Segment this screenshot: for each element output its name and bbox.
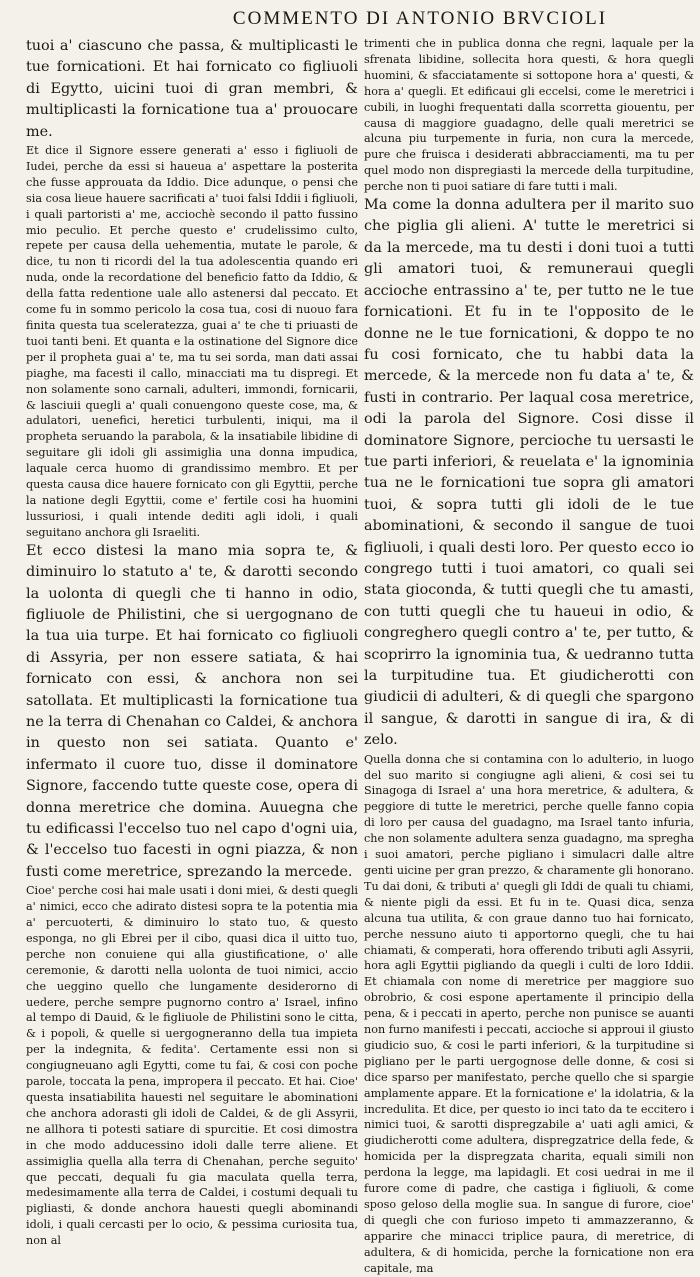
right-paragraph-3: Quella donna che si contamina con lo adulterio, in luogo del suo marito si congiugne agli alieni, & cosi sei tu Sinagoga di Israel a' una hora meretrice, & adultera, & peggiore di tutte le meretrici, perche quelle fanno copia di loro per causa del guadagno, ma Israel tanto infuria, che non solamente adultera senza guadagno, ma spregha i suoi amatori, perche pigliano i simulacri dalle altre genti uicine per gran prezzo, & charamente gli honorano. Tu dai doni, & tributi a' quegli gli Iddi de quali tu chiami, & niente pigli da essi. Et fu in te. Quasi dica, senza alcuna tua utilita, & con graue danno tuo hai fornicato, perche nessuno aiuto ti apportorno quegli, che tu hai chiamati, & comperati, hora offerendo tributi agli Assyrii, hora agli Egyttii pigliando da quegli i culti de loro Iddii. Et chiamala con nome di meretrice per maggiore suo obrobrio, & cosi espone apertamente il principio della pena, & i peccati in aperto, perche non punisce se auanti non furno manifesti i peccati, accioche si approui il giusto giudicio suo, & cosi le parti inferiori, & la turpitudine si pigliano per le parti uergognose delle donne, & cosi si dice sparso per manifestato, perche quello che si spargie amplamente appare. Et la fornicatione e' la idolatria, & la incredulita. Et dice, per questo io inci tato da te eccitero i nimici tuoi, & sarotti dispregzabile a' uati agli amici, & giudicherotti come adultera, dispregzatrice della fede, & homicida per la dispregzata charita, equali simili non perdona la legge, ma lapidagli. Et cosi uedrai in me il furore come di padre, che castiga i figliuoli, & come sposo geloso della moglie sua. In sangue di furore, cioe' di quegli che con furioso impeto ti ammazzeranno, & apparire che minacci triplice paura, di meretrice, di adultera, & di homicida, perche la fornicatione non era capitale, ma	[364, 752, 694, 1275]
left-paragraph-1: tuoi a' ciascuno che passa, & multiplicasti le tue fornicationi. Et hai fornicato co figliuoli di Egytto, uicini tuoi di gran membri, & multiplicasti la fornicatione tua a' prouocare me.	[26, 38, 358, 140]
right-paragraph-1: trimenti che in publica donna che regni, laquale per la sfrenata libidine, sollecita hora questi, & hora quegli huomini, & sfacciatamente si sottopone hora a' questi, & hora a' quegli. Et edificaui gli eccelsi, come le meretrici i cubili, in luoghi frequentati dalla scorretta giouentu, per causa di maggiore guadagno, delle quali meretrici se alcuna piu turpemente in furia, non cura la mercede, pure che fruisca i desiderati abbracciamenti, ma tu per quel modo non dispregiasti la mercede della turpitudine, perche non ti puoi satiare di fare tutti i mali.	[364, 37, 694, 194]
left-paragraph-2: Et dice il Signore essere generati a' esso i figliuoli de Iudei, perche da essi si haueua a' aspettare la posterita che fusse approuata da Iddio. Dice adunque, o pensi che sia cosa lieue hauere sacrificati a' tuoi falsi Iddii i figliuoli, i quali partoristi a' me, acciochè secondo il patto fussino mio peculio. Et perche questo e' crudelissimo culto, repete per causa della uehementia, mutate le parole, & dice, tu non ti ricordi del la tua adolescentia quando eri nuda, onde la recordatione del beneficio fatto da Iddio, & della fatta redentione uale allo astenersi dal peccato. Et come fu in sommo pericolo la cosa tua, cosi di nuouo fara finita questa tua sceleratezza, guai a' te che ti priuasti de tuoi tanti beni. Et quanta e la ostinatione del Signore dice per il propheta guai a' te, ma tu sei sorda, man dati assai piaghe, ma facesti il callo, minacciati ma tu dispregi. Et non solamente sono carnali, adulteri, immondi, fornicarii, & lasciuii quegli a' quali conuengono queste cose, ma, & adulatori, uenefici, heretici turbulenti, iniqui, ma il propheta seruando la parabola, & la insatiabile libidine di seguitare gli idoli gli assimiglia una donna impudica, laquale cerca huomo di grandissimo membro. Et per questa causa dice hauere fornicato con gli Egyttii, perche la natione degli Egyttii, come e' fertile cosi ha huomini lussuriosi, i quali intende dediti agli idoli, i quali seguitano anchora gli Israeliti.	[26, 144, 358, 539]
left-paragraph-4: Cioe' perche cosi hai male usati i doni miei, & desti quegli a' nimici, ecco che adirato distesi sopra te la potentia mia a' percuoterti, & diminuiro lo stato tuo, & questo esponga, no gli Ebrei per il cibo, quasi dica il uitto tuo, perche non conuiene qui alla giustificatione, o' alle ceremonie, & darotti nella uolonta de tuoi nimici, accio che ueggino quello che lungamente desiderorno di uedere, perche sempre pugnorno contro a' Israel, infino al tempo di Dauid, & le figliuole de Philistini sono le citta, & i popoli, & quelle si uergogneranno della tua impieta per la indegnita, & fedita'. Certamente essi non si congiugneuano agli Egytti, come tu fai, & cosi con poche parole, toccata la pena, impropera il peccato. Et hai. Cioe' questa insatiabilita hauesti nel seguitare le abominationi che anchora adorasti gli idoli de Caldei, & de gli Assyrii, ne allhora ti potesti satiare di spurcitie. Et cosi dimostra in che modo adducessino idoli dalle terre aliene. Et assimiglia quella alla terra di Chenahan, perche seguito' que peccati, dequali fu gia maculata quella terra, medesimamente alla terra de Caldei, i costumi dequali tu pigliasti, & donde anchora hauesti quegli abominandi idoli, i quali cercasti per lo ocio, & pessima curiosita tua, non al	[26, 884, 358, 1248]
right-paragraph-2: Ma come la donna adultera per il marito suo che piglia gli alieni. A' tutte le meretrici si da la mercede, ma tu desti i doni tuoi a tutti gli amatori tuoi, & remuneraui quegli accioche entrassino a' te, per tutto ne le tue fornicationi. Et fu in te l'opposito de le donne ne le tue fornicationi, & doppo te no fu cosi fornicato, che tu habbi data la mercede, & la mercede non fu data a' te, & fusti in contrario. Per laqual cosa meretrice, odi la parola del Signore. Cosi disse il dominatore Signore, percioche tu uersasti le tue parti inferiori, & reuelata e' la ignominia tua ne le fornicationi tue sopra gli amatori tuoi, & sopra tutti gli idoli de le tue abominationi, & secondo il sangue de tuoi figliuoli, i quali desti loro. Per questo ecco io congrego tutti i tuoi amatori, co quali sei stata gioconda, & tutti quegli che tu amasti, con tutti quegli che tu haueui in odio, & congreghero quegli contro a' te, per tutto, & scoprirro la ignominia tua, & uedranno tutta la turpitudine tua. Et giudicherotti con giudicii di adulteri, & di quegli che spargono il sangue, & darotti in sangue di ira, & di zelo.	[364, 197, 694, 749]
running-head: COMMENTO DI ANTONIO BRVCIOLI	[232, 8, 608, 29]
left-column	[26, 36, 358, 1249]
left-paragraph-3: Et ecco distesi la mano mia sopra te, & diminuiro lo statuto a' te, & darotti secondo la uolonta di quegli che ti hanno in odio, figliuole de Philistini, che si uergognano de la tua uia turpe. Et hai fornicato co figliuoli di Assyria, per non essere satiata, & hai fornicato con essi, & anchora non sei satollata. Et multiplicasti la fornicatione tua ne la terra di Chenahan co Caldei, & anchora in questo non sei satiata. Quanto e' infermato il cuore tuo, disse il dominatore Signore, faccendo tutte queste cose, opera di donna meretrice che domina. Auuegna che tu edificassi l'eccelso tuo nel capo d'ogni uia, & l'eccelso tuo facesti in ogni piazza, & non fusti come meretrice, sprezando la mercede.	[26, 542, 358, 880]
right-column	[364, 36, 694, 1277]
